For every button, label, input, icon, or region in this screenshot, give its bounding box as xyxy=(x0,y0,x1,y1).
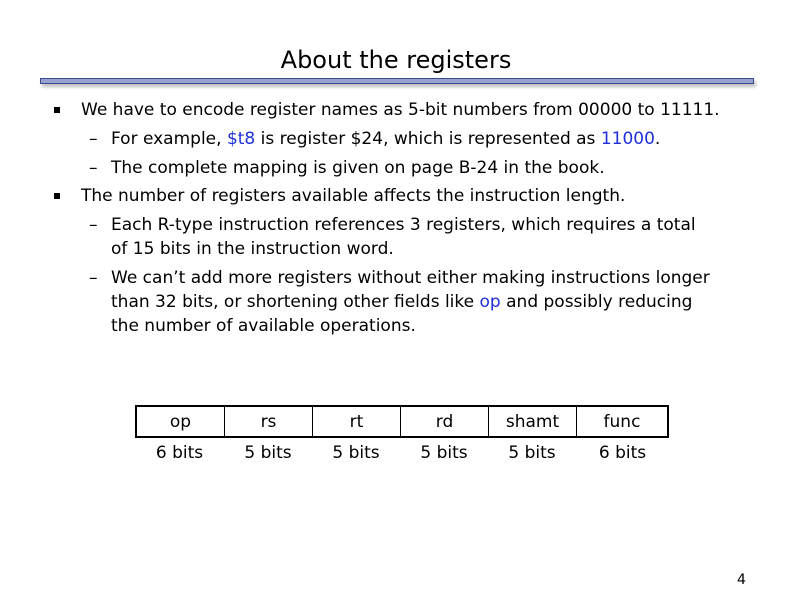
page-number: 4 xyxy=(737,572,746,588)
binary-value-highlight: 11000 xyxy=(600,129,655,149)
bits-func: 6 bits xyxy=(598,443,647,463)
r-type-format-table xyxy=(135,405,669,438)
field-shamt: shamt xyxy=(489,407,577,436)
bits-rt: 5 bits xyxy=(332,443,380,463)
dash-bullet-icon: – xyxy=(89,158,98,178)
dash-bullet-icon: – xyxy=(89,268,98,288)
field-op: op xyxy=(137,407,225,436)
text-segment: than 32 bits, or shortening other fields like xyxy=(111,292,480,312)
text-segment: is register $24, which is represented as xyxy=(255,129,601,149)
slide-title: About the registers xyxy=(280,46,512,74)
text-segment: For example, xyxy=(111,129,227,149)
op-field-highlight: op xyxy=(479,292,501,312)
field-widths-row xyxy=(135,441,669,465)
bits-shamt: 5 bits xyxy=(508,443,556,463)
sub-bullet-text: The complete mapping is given on page B-24 in the book. xyxy=(111,158,605,178)
text-segment: . xyxy=(654,129,661,149)
bits-rd: 5 bits xyxy=(420,443,468,463)
square-bullet-icon xyxy=(54,107,60,113)
field-rt: rt xyxy=(313,407,401,436)
sub-bullet-text-line-1: Each R-type instruction references 3 registers, which requires a total xyxy=(111,215,696,235)
field-rs: rs xyxy=(225,407,313,436)
dash-bullet-icon: – xyxy=(89,215,98,235)
bullet-text: We have to encode register names as 5-bit numbers from 00000 to 11111. xyxy=(81,100,720,120)
sub-bullet-text-line-3: the number of available operations. xyxy=(111,316,416,336)
sub-bullet-text-line-1: We can’t add more registers without either making instructions longer xyxy=(111,268,710,288)
bits-op: 6 bits xyxy=(155,443,204,463)
bullet-text: The number of registers available affects the instruction length. xyxy=(81,186,626,206)
register-name-highlight: $t8 xyxy=(226,129,256,149)
bits-rs: 5 bits xyxy=(244,443,292,463)
field-rd: rd xyxy=(401,407,489,436)
sub-bullet-text-line-2 xyxy=(111,290,692,314)
square-bullet-icon xyxy=(54,193,60,199)
sub-bullet-text xyxy=(111,127,660,151)
sub-bullet-text-line-2: of 15 bits in the instruction word. xyxy=(111,239,394,259)
title-underline-bar xyxy=(40,78,754,84)
dash-bullet-icon: – xyxy=(89,129,98,149)
text-segment: and possibly reducing xyxy=(500,292,693,312)
field-func: func xyxy=(603,411,641,432)
